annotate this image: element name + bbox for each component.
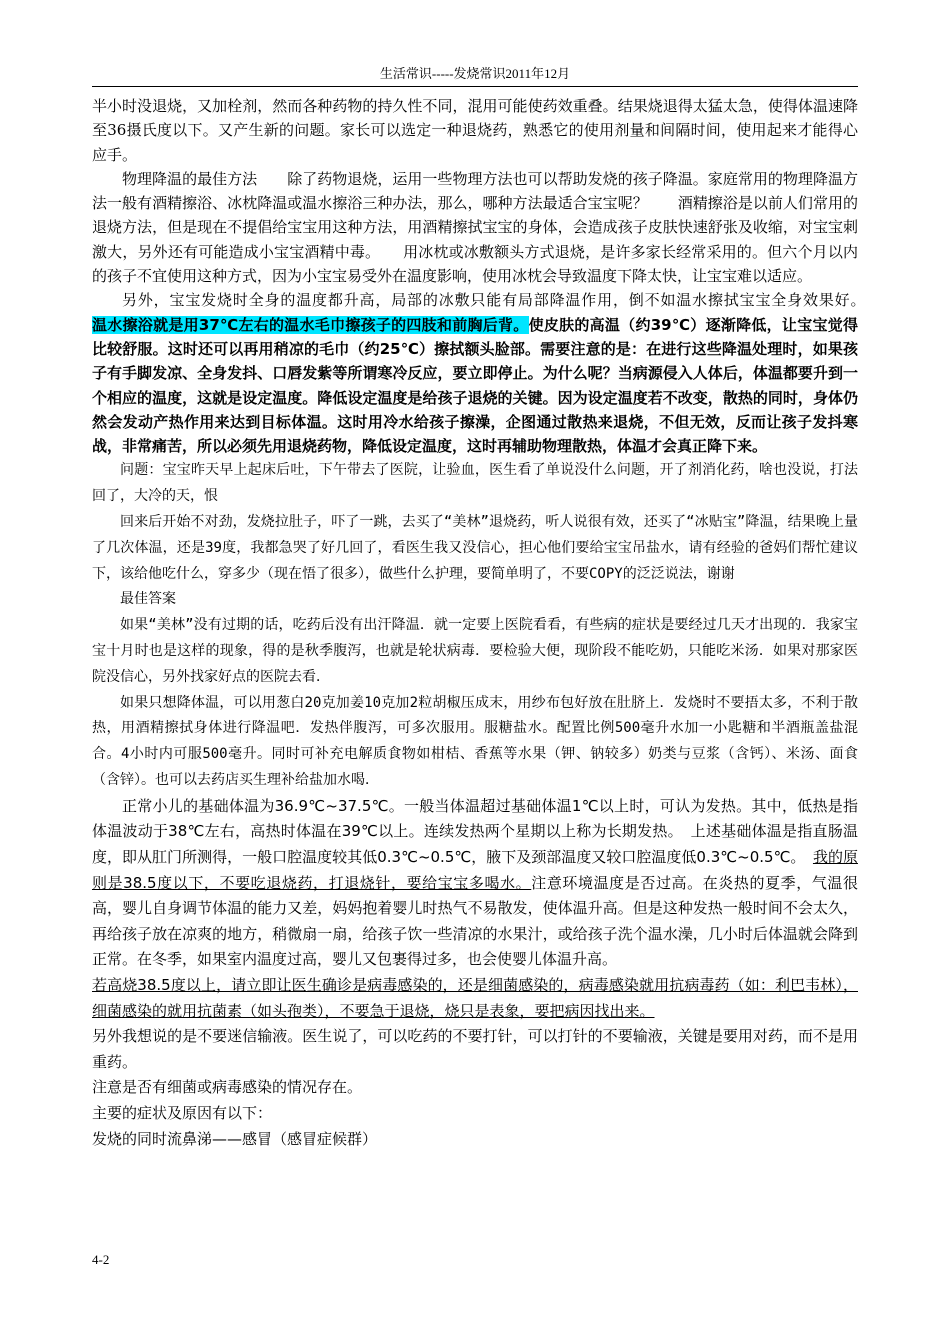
paragraph-cold-symptom: 发烧的同时流鼻涕——感冒（感冒症候群） — [92, 1129, 378, 1148]
paragraph-normal-temperature — [92, 794, 858, 973]
paragraph-infusion-advice: 另外我想说的是不要迷信输液。医生说了，可以吃药的不要打针，可以打针的不要输液，关键是要用对药，而不是用重药。 — [92, 1027, 858, 1071]
question-part-2: 回来后开始不对劲，发烧拉肚子，吓了一跳，去买了“美林”退烧药，听人说很有效，还买了“冰贴宝”降温，结果晚上量了几次体温，还是39度，我都急哭了好几回了，看医生我又没信心，担心他们要给宝宝吊盐水，请有经验的爸妈们帮忙建议下，该给他吃什么，穿多少（现在悟了很多），做些什么护理，要简单明了，不要COPY的泛泛说法，谢谢 — [92, 514, 858, 582]
temperature-facts: 正常小儿的基础体温为36.9℃~37.5℃。一般当体温超过基础体温1℃以上时，可认为发热。其中，低热是指体温波动于38℃左右，高热时体温在39℃以上。连续发热两个星期以上称为长期发热。 上述基础体温是指直肠温度，即从肛门所测得，一般口腔温度较其低0.3℃~0.5℃，腋下及颈部温度又较口腔温度低0.3℃~0.5℃。 — [92, 796, 858, 866]
principle-underlined: 我的原则是38.5度以下，不要吃退烧药，打退烧针，要给宝宝多喝水。 — [92, 848, 858, 892]
answer-paragraph-2: 如果只想降体温，可以用葱白20克加姜10克加2粒胡椒压成末，用纱布包好放在肚脐上．发烧时不要捂太多，不利于散热，用酒精擦拭身体进行降温吧．发热伴腹泻，可多次服用。服糖盐水。配置比例500毫升水加一小匙糖和半酒瓶盖盐混合。4小时内可服500毫升。同时可补充电解质食物如柑桔、香蕉等水果（钾、钠较多）奶类与豆浆（含钙）、米汤、面食（含锌）。也可以去药店买生理补给盐加水喝． — [92, 694, 858, 789]
paragraph-high-fever-advice: 若高烧38.5度以上，请立即让医生确诊是病毒感染的，还是细菌感染的，病毒感染就用抗病毒药（如：利巴韦林），细菌感染的就用抗菌素（如头孢类），不要急于退烧，烧只是表象，要把病因找出来。 — [92, 975, 858, 1020]
warm-water-intro: 另外，宝宝发烧时全身的温度都升高，局部的冰敷只能有局部降温作用，倒不如温水擦拭宝宝全身效果好。 — [122, 291, 888, 310]
paragraph-physical-cooling: 物理降温的最佳方法 除了药物退烧，运用一些物理方法也可以帮助发烧的孩子降温。家庭常用的物理降温方法一般有酒精擦浴、冰枕降温或温水擦浴三种办法，那么，哪种方法最适合宝宝呢？ 酒精擦浴是以前人们常用的退烧方法，但是现在不提倡给宝宝用这种方法，用酒精擦拭宝宝的身体，会造成孩子皮肤快速舒张及收缩，对宝宝刺激大，另外还有可能造成小宝宝酒精中毒。 用冰枕或冰敷额头方式退烧，是许多家长经常采用的。但六个月以内的孩子不宜使用这种方式，因为小宝宝易受外在温度影响，使用冰枕会导致温度下降太快，让宝宝难以适应。 — [92, 169, 858, 286]
highlighted-sentence: 温水擦浴就是用37℃左右的温水毛巾擦孩子的四肢和前胸后背。 — [92, 315, 529, 334]
bold-explanation: 使皮肤的高温（约39℃）逐渐降低，让宝宝觉得比较舒服。这时还可以再用稍凉的毛巾（约25℃）擦拭额头脸部。需要注意的是：在进行这些降温处理时，如果孩子有手脚发凉、全身发抖、口唇发紫等所谓寒冷反应，要立即停止。为什么呢？当病源侵入人体后，体温都要升到一个相应的温度，这就是设定温度。降低设定温度是给孩子退烧的关键。因为设定温度若不改变，散热的同时，身体仍然会发动产热作用来达到目标体温。这时用冷水给孩子擦澡，企图通过散热来退烧，不但无效，反而让孩子发抖寒战，非常痛苦，所以必须先用退烧药物，降低设定温度，这时再辅助物理散热，体温才会真正降下来。 — [92, 315, 858, 456]
paragraph-symptoms-intro: 主要的症状及原因有以下： — [92, 1103, 273, 1122]
page-header: 生活常识-----发烧常识2011年12月 — [92, 64, 858, 87]
paragraph-medicine-overlap: 半小时没退烧，又加栓剂，然而各种药物的持久性不同，混用可能使药效重叠。结果烧退得太猛太急，使得体温速降至36摄氏度以下。又产生新的问题。家长可以选定一种退烧药，熟悉它的使用剂量和间隔时间，使用起来才能得心应手。 — [92, 97, 858, 164]
paragraph-warm-water-bath — [92, 288, 888, 458]
answer-paragraph-1: 如果“美林”没有过期的话，吃药后没有出汗降温．就一定要上医院看看，有些病的症状是要经过几天才出现的．我家宝宝十月时也是这样的现象，得的是秋季腹泻，也就是轮状病毒．要检验大便，现阶段不能吃奶，只能吃米汤．如果对那家医院没信心，另外找家好点的医院去看． — [92, 617, 858, 685]
environment-note: 注意环境温度是否过高。在炎热的夏季，气温很高，婴儿自身调节体温的能力又差，妈妈抱着婴儿时热气不易散发，使体温升高。但是这种发热一般时间不会太久，再给孩子放在凉爽的地方，稍微扇一扇，给孩子饮一些清凉的水果汁，或给孩子洗个温水澡，几小时后体温就会降到正常。在冬季，如果室内温度过高，婴儿又包裹得过多，也会使婴儿体温升高。 — [92, 873, 858, 969]
question-part-1: 问题：宝宝昨天早上起床后吐，下午带去了医院，让验血，医生看了单说没什么问题，开了剂消化药，啥也没说，打法回了，大冷的天，恨 — [92, 462, 858, 505]
best-answer-heading: 最佳答案 — [120, 591, 176, 608]
page-number: 4-2 — [92, 1252, 110, 1267]
document-body — [92, 94, 888, 1152]
paragraph-infection-note: 注意是否有细菌或病毒感染的情况存在。 — [92, 1078, 363, 1097]
